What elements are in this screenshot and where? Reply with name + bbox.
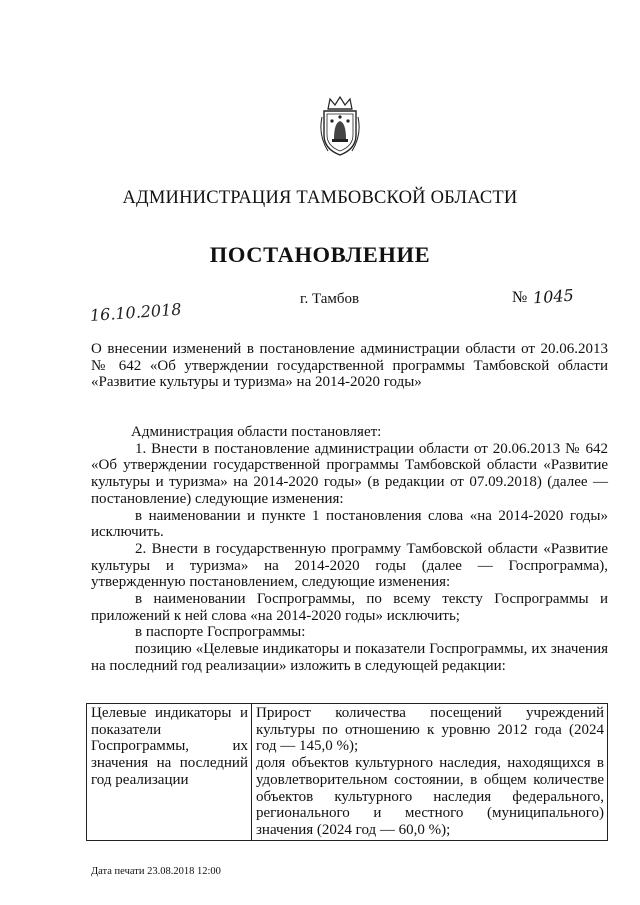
body-paragraph: Администрация области постановляет:: [131, 424, 382, 440]
indicator-2: доля объектов культурного наследия, находящихся в удовлетворительном состоянии, в общем количестве объектов культурного наследия федерального, регионального и местного (муниципального) значения (2024 год — 60,0 %);: [256, 755, 604, 838]
document-city: г. Тамбов: [300, 291, 360, 307]
organization-name: АДМИНИСТРАЦИЯ ТАМБОВСКОЙ ОБЛАСТИ: [122, 188, 518, 208]
body-paragraph: 1. Внести в постановление администрации области от 20.06.2013 № 642 «Об утверждении государственной программы Тамбовской области «Развитие культуры и туризма» на 2014-2020 годы» (в редакции от 07.09.2018) (далее — постановление) следующие изменения:: [91, 440, 608, 507]
body-paragraph: в наименовании и пункте 1 постановления слова «на 2014-2020 годы» исключить.: [91, 507, 608, 541]
document-date: 16.10.2018: [89, 299, 183, 325]
document-subject: О внесении изменений в постановление администрации области от 20.06.2013 № 642 «Об утверждении государственной программы Тамбовской области «Развитие культуры и туризма» на 2014-2020 годы»: [91, 341, 608, 390]
passport-table: [86, 703, 608, 841]
table-value-cell: [252, 704, 608, 841]
body-paragraph: 2. Внести в государственную программу Тамбовской области «Развитие культуры и туризма» на 2014-2020 годы (далее — Госпрограмма), утвержденную постановлением, следующие изменения:: [91, 540, 608, 591]
coat-of-arms-icon: [316, 95, 364, 159]
body-paragraph: позицию «Целевые индикаторы и показатели Госпрограммы, их значения на последний год реализации» изложить в следующей редакции:: [91, 641, 608, 674]
document-body: [91, 424, 608, 675]
document-number: [512, 287, 574, 307]
number-value: 1045: [532, 285, 575, 308]
body-paragraph: в наименовании Госпрограммы, по всему тексту Госпрограммы и приложений к ней слова «на 2014-2020 годы» исключить;: [91, 591, 608, 624]
document-type-title: ПОСТАНОВЛЕНИЕ: [209, 242, 431, 267]
indicator-1: Прирост количества посещений учреждений культуры по отношению к уровню 2012 года (2024 год — 145,0 %);: [256, 705, 604, 755]
body-paragraph: в паспорте Госпрограммы:: [135, 624, 306, 641]
table-row: [87, 704, 608, 841]
number-label: №: [512, 289, 528, 306]
print-date: Дата печати 23.08.2018 12:00: [91, 866, 221, 877]
table-label-cell: Целевые индикаторы и показатели Госпрограммы, их значения на последний год реализации: [87, 704, 252, 841]
